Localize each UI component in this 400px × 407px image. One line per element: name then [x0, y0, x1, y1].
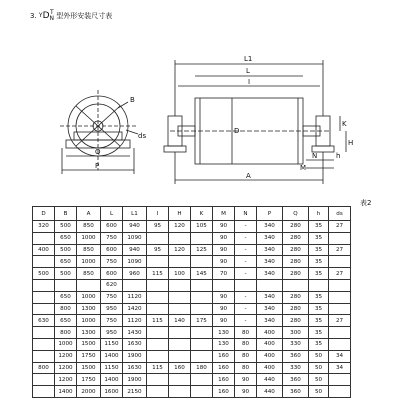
table-cell	[309, 279, 329, 291]
table-cell	[33, 291, 55, 303]
table-cell: 140	[169, 315, 191, 327]
table-cell: 1200	[55, 350, 77, 362]
table-cell: -	[235, 303, 257, 315]
table-cell: 130	[213, 327, 235, 339]
table-cell: 400	[257, 350, 283, 362]
table-cell: 280	[283, 221, 309, 233]
table-cell: 120	[169, 221, 191, 233]
table-cell: 340	[257, 291, 283, 303]
column-header-9: N	[235, 207, 257, 221]
table-cell: 1120	[123, 315, 147, 327]
table-cell	[191, 279, 213, 291]
table-cell	[191, 338, 213, 350]
table-cell: 280	[283, 232, 309, 244]
table-cell	[329, 232, 351, 244]
table-cell: 1900	[123, 374, 147, 386]
table-cell: 280	[283, 315, 309, 327]
table-cell	[191, 232, 213, 244]
column-header-2: A	[77, 207, 101, 221]
bearing-base-left	[164, 146, 186, 152]
table-cell: 90	[235, 374, 257, 386]
table-cell: 340	[257, 256, 283, 268]
table-row	[33, 374, 351, 386]
label-a: A	[246, 172, 251, 180]
label-hh: h	[336, 152, 341, 160]
table-row	[33, 244, 351, 256]
table-cell: 320	[33, 221, 55, 233]
table-cell: 1500	[77, 362, 101, 374]
table-cell: -	[235, 221, 257, 233]
table-cell: 360	[283, 386, 309, 398]
column-header-4: L1	[123, 207, 147, 221]
table-cell: 1600	[101, 386, 123, 398]
table-cell	[33, 256, 55, 268]
table-cell: 1420	[123, 303, 147, 315]
table-cell: 27	[329, 315, 351, 327]
column-header-12: h	[309, 207, 329, 221]
table-cell: 160	[169, 362, 191, 374]
model-code-top: Y	[38, 12, 43, 19]
table-cell: 600	[101, 221, 123, 233]
table-cell: 95	[147, 244, 169, 256]
table-cell	[33, 374, 55, 386]
model-code-sub: N	[49, 15, 55, 22]
table-cell: 500	[33, 268, 55, 280]
table-cell	[33, 338, 55, 350]
table-caption: 表2	[360, 199, 372, 207]
table-cell	[147, 303, 169, 315]
table-cell	[329, 338, 351, 350]
table-cell	[191, 374, 213, 386]
table-cell: 650	[55, 232, 77, 244]
table-cell	[329, 386, 351, 398]
table-cell: 1400	[101, 374, 123, 386]
table-cell	[33, 279, 55, 291]
table-cell: 1630	[123, 362, 147, 374]
table-cell: 600	[101, 268, 123, 280]
table-cell: 35	[309, 338, 329, 350]
table-cell: 1300	[77, 327, 101, 339]
column-header-8: M	[213, 207, 235, 221]
table-cell: 130	[213, 338, 235, 350]
table-row	[33, 386, 351, 398]
table-row	[33, 350, 351, 362]
table-cell: 34	[329, 350, 351, 362]
table-cell: 500	[55, 268, 77, 280]
table-cell: 35	[309, 315, 329, 327]
table-cell: 850	[77, 221, 101, 233]
table-cell: -	[235, 315, 257, 327]
table-cell: 1400	[101, 350, 123, 362]
table-cell: 1000	[77, 256, 101, 268]
table-cell: 27	[329, 268, 351, 280]
table-cell	[147, 374, 169, 386]
table-cell: 180	[191, 362, 213, 374]
table-cell: 90	[235, 386, 257, 398]
table-row	[33, 268, 351, 280]
table-cell	[329, 374, 351, 386]
table-cell: 400	[257, 327, 283, 339]
column-header-11: Q	[283, 207, 309, 221]
table-cell: 650	[55, 256, 77, 268]
table-row	[33, 279, 351, 291]
table-cell: 1090	[123, 232, 147, 244]
table-row	[33, 327, 351, 339]
table-cell: 35	[309, 244, 329, 256]
table-cell	[169, 279, 191, 291]
table-cell: 1090	[123, 256, 147, 268]
table-row	[33, 232, 351, 244]
table-cell	[55, 279, 77, 291]
model-code-sup: T	[49, 9, 54, 16]
table-cell: 750	[101, 232, 123, 244]
table-cell: 50	[309, 386, 329, 398]
table-cell	[169, 350, 191, 362]
label-q: Q	[95, 148, 101, 156]
table-cell	[169, 303, 191, 315]
column-header-6: H	[169, 207, 191, 221]
table-cell: 1000	[77, 232, 101, 244]
table-cell	[191, 386, 213, 398]
table-cell	[191, 291, 213, 303]
table-cell: 280	[283, 291, 309, 303]
table-body	[33, 221, 351, 398]
table-cell: -	[235, 268, 257, 280]
table-cell	[213, 279, 235, 291]
table-cell: 1500	[77, 338, 101, 350]
table-cell: 1200	[55, 374, 77, 386]
table-cell: 340	[257, 232, 283, 244]
table-cell: 160	[213, 386, 235, 398]
label-ds: ds	[138, 132, 147, 140]
table-cell	[147, 386, 169, 398]
table-cell: 280	[283, 303, 309, 315]
table-cell: 500	[55, 221, 77, 233]
column-header-10: P	[257, 207, 283, 221]
table-cell: 100	[169, 268, 191, 280]
table-cell	[77, 279, 101, 291]
table-cell: 1000	[55, 338, 77, 350]
table-cell: 90	[213, 291, 235, 303]
table-cell: 35	[309, 256, 329, 268]
column-header-5: I	[147, 207, 169, 221]
table-cell	[169, 232, 191, 244]
table-cell	[147, 256, 169, 268]
table-cell: 35	[309, 327, 329, 339]
table-cell	[147, 291, 169, 303]
table-cell: 800	[55, 327, 77, 339]
table-cell: 850	[77, 268, 101, 280]
table-cell: 2150	[123, 386, 147, 398]
table-cell	[329, 279, 351, 291]
table-cell: 360	[283, 374, 309, 386]
table-cell: 650	[55, 315, 77, 327]
table-cell: 27	[329, 244, 351, 256]
table-cell: -	[235, 232, 257, 244]
table-cell: 175	[191, 315, 213, 327]
table-row	[33, 221, 351, 233]
table-cell: 35	[309, 232, 329, 244]
table-cell: 330	[283, 362, 309, 374]
table-row	[33, 315, 351, 327]
table-cell: 500	[55, 244, 77, 256]
table-cell	[191, 327, 213, 339]
table-cell: 400	[257, 362, 283, 374]
label-p: P	[95, 162, 100, 170]
table-cell: 90	[213, 315, 235, 327]
table-cell: 160	[213, 350, 235, 362]
table-cell	[147, 279, 169, 291]
label-i: I	[248, 78, 251, 86]
table-cell: -	[235, 256, 257, 268]
table-cell: 50	[309, 362, 329, 374]
table-cell	[169, 327, 191, 339]
table-cell	[329, 256, 351, 268]
table-cell	[169, 386, 191, 398]
table-cell: 1900	[123, 350, 147, 362]
table-cell: 115	[147, 362, 169, 374]
table-cell: 50	[309, 350, 329, 362]
section-number: 3.	[30, 12, 37, 20]
table-cell	[147, 327, 169, 339]
model-code-scripts	[50, 10, 55, 22]
table-cell: 280	[283, 256, 309, 268]
section-title	[30, 10, 112, 22]
table-cell	[147, 350, 169, 362]
column-header-13: ds	[329, 207, 351, 221]
table-cell: 340	[257, 268, 283, 280]
table-cell: 120	[169, 244, 191, 256]
label-h: H	[348, 139, 354, 147]
table-cell: 940	[123, 221, 147, 233]
table-cell: 90	[213, 244, 235, 256]
table-cell: 1000	[77, 315, 101, 327]
table-cell: 440	[257, 386, 283, 398]
column-header-1: B	[55, 207, 77, 221]
table-cell	[33, 386, 55, 398]
table-cell: 115	[147, 268, 169, 280]
column-header-7: K	[191, 207, 213, 221]
table-cell: 630	[33, 315, 55, 327]
table-cell: 440	[257, 374, 283, 386]
table-cell: 800	[55, 303, 77, 315]
table-cell: 34	[329, 362, 351, 374]
table-cell: 80	[235, 362, 257, 374]
table-cell: 750	[101, 315, 123, 327]
table-cell: 50	[309, 374, 329, 386]
table-cell	[123, 279, 147, 291]
table-cell	[329, 291, 351, 303]
table-cell	[191, 350, 213, 362]
table-cell: 940	[123, 244, 147, 256]
table-cell: 27	[329, 221, 351, 233]
table-header-row	[33, 207, 351, 221]
table-cell: 35	[309, 303, 329, 315]
table-cell	[235, 279, 257, 291]
table-cell: 125	[191, 244, 213, 256]
table-cell	[257, 279, 283, 291]
table-cell	[191, 256, 213, 268]
table-cell: -	[235, 244, 257, 256]
table-cell: 280	[283, 244, 309, 256]
table-cell: 800	[33, 362, 55, 374]
table-cell: 35	[309, 291, 329, 303]
table-cell: 95	[147, 221, 169, 233]
label-n: N	[312, 152, 318, 160]
table-cell	[147, 232, 169, 244]
table-cell	[169, 291, 191, 303]
table-cell: 70	[213, 268, 235, 280]
table-cell	[33, 232, 55, 244]
table-cell: 1750	[77, 350, 101, 362]
column-header-3: L	[101, 207, 123, 221]
label-l: L	[246, 67, 250, 75]
table-cell: 340	[257, 315, 283, 327]
dimension-table	[32, 206, 351, 398]
label-b: B	[130, 96, 135, 104]
table-cell: 650	[55, 291, 77, 303]
model-code-main: D	[42, 11, 50, 21]
label-k: K	[342, 120, 347, 128]
table-cell: 300	[283, 327, 309, 339]
table-row	[33, 338, 351, 350]
table-cell: 115	[147, 315, 169, 327]
table-cell: 340	[257, 244, 283, 256]
table-cell	[169, 374, 191, 386]
section-title-text: 型外形安装尺寸表	[56, 12, 113, 20]
table-cell	[329, 303, 351, 315]
table-cell: 950	[101, 327, 123, 339]
table-cell: 35	[309, 221, 329, 233]
table-cell: 80	[235, 327, 257, 339]
table-cell	[191, 303, 213, 315]
table-cell: 950	[101, 303, 123, 315]
table-cell: -	[235, 291, 257, 303]
table-cell: 400	[257, 338, 283, 350]
table-cell: 160	[213, 362, 235, 374]
table-cell: 90	[213, 232, 235, 244]
front-view	[164, 60, 346, 184]
table-cell	[169, 256, 191, 268]
table-row	[33, 291, 351, 303]
label-m: M	[300, 164, 307, 172]
table-cell: 850	[77, 244, 101, 256]
column-header-0: D	[33, 207, 55, 221]
table-cell	[33, 303, 55, 315]
table-row	[33, 303, 351, 315]
table-cell: 2000	[77, 386, 101, 398]
table-cell: 80	[235, 350, 257, 362]
label-d: D	[234, 127, 240, 135]
table-cell: 1200	[55, 362, 77, 374]
table-cell: 340	[257, 303, 283, 315]
table-cell	[169, 338, 191, 350]
table-cell: 1150	[101, 338, 123, 350]
table-cell: 1120	[123, 291, 147, 303]
table-cell: 280	[283, 268, 309, 280]
table-cell: 105	[191, 221, 213, 233]
table-cell: 1750	[77, 374, 101, 386]
table-cell	[147, 338, 169, 350]
table-cell: 1630	[123, 338, 147, 350]
table-cell: 160	[213, 374, 235, 386]
table-cell	[329, 327, 351, 339]
table-cell: 620	[101, 279, 123, 291]
table-cell	[33, 327, 55, 339]
table-cell: 340	[257, 221, 283, 233]
table-row	[33, 362, 351, 374]
table-cell: 330	[283, 338, 309, 350]
table-cell: 90	[213, 256, 235, 268]
label-l1: L1	[244, 55, 253, 63]
table-cell	[283, 279, 309, 291]
table-cell: 1300	[77, 303, 101, 315]
table-cell: 90	[213, 221, 235, 233]
table-cell: 1430	[123, 327, 147, 339]
table-cell: 90	[213, 303, 235, 315]
table-cell: 400	[33, 244, 55, 256]
table-cell: 80	[235, 338, 257, 350]
table-cell: 960	[123, 268, 147, 280]
table-cell	[33, 350, 55, 362]
table-row	[33, 256, 351, 268]
technical-drawing	[0, 30, 400, 210]
table-cell: 1150	[101, 362, 123, 374]
table-cell: 750	[101, 291, 123, 303]
table-cell: 750	[101, 256, 123, 268]
table-cell: 35	[309, 268, 329, 280]
table-cell: 1400	[55, 386, 77, 398]
table-cell: 1000	[77, 291, 101, 303]
table-cell: 600	[101, 244, 123, 256]
table-cell: 145	[191, 268, 213, 280]
table-cell: 360	[283, 350, 309, 362]
